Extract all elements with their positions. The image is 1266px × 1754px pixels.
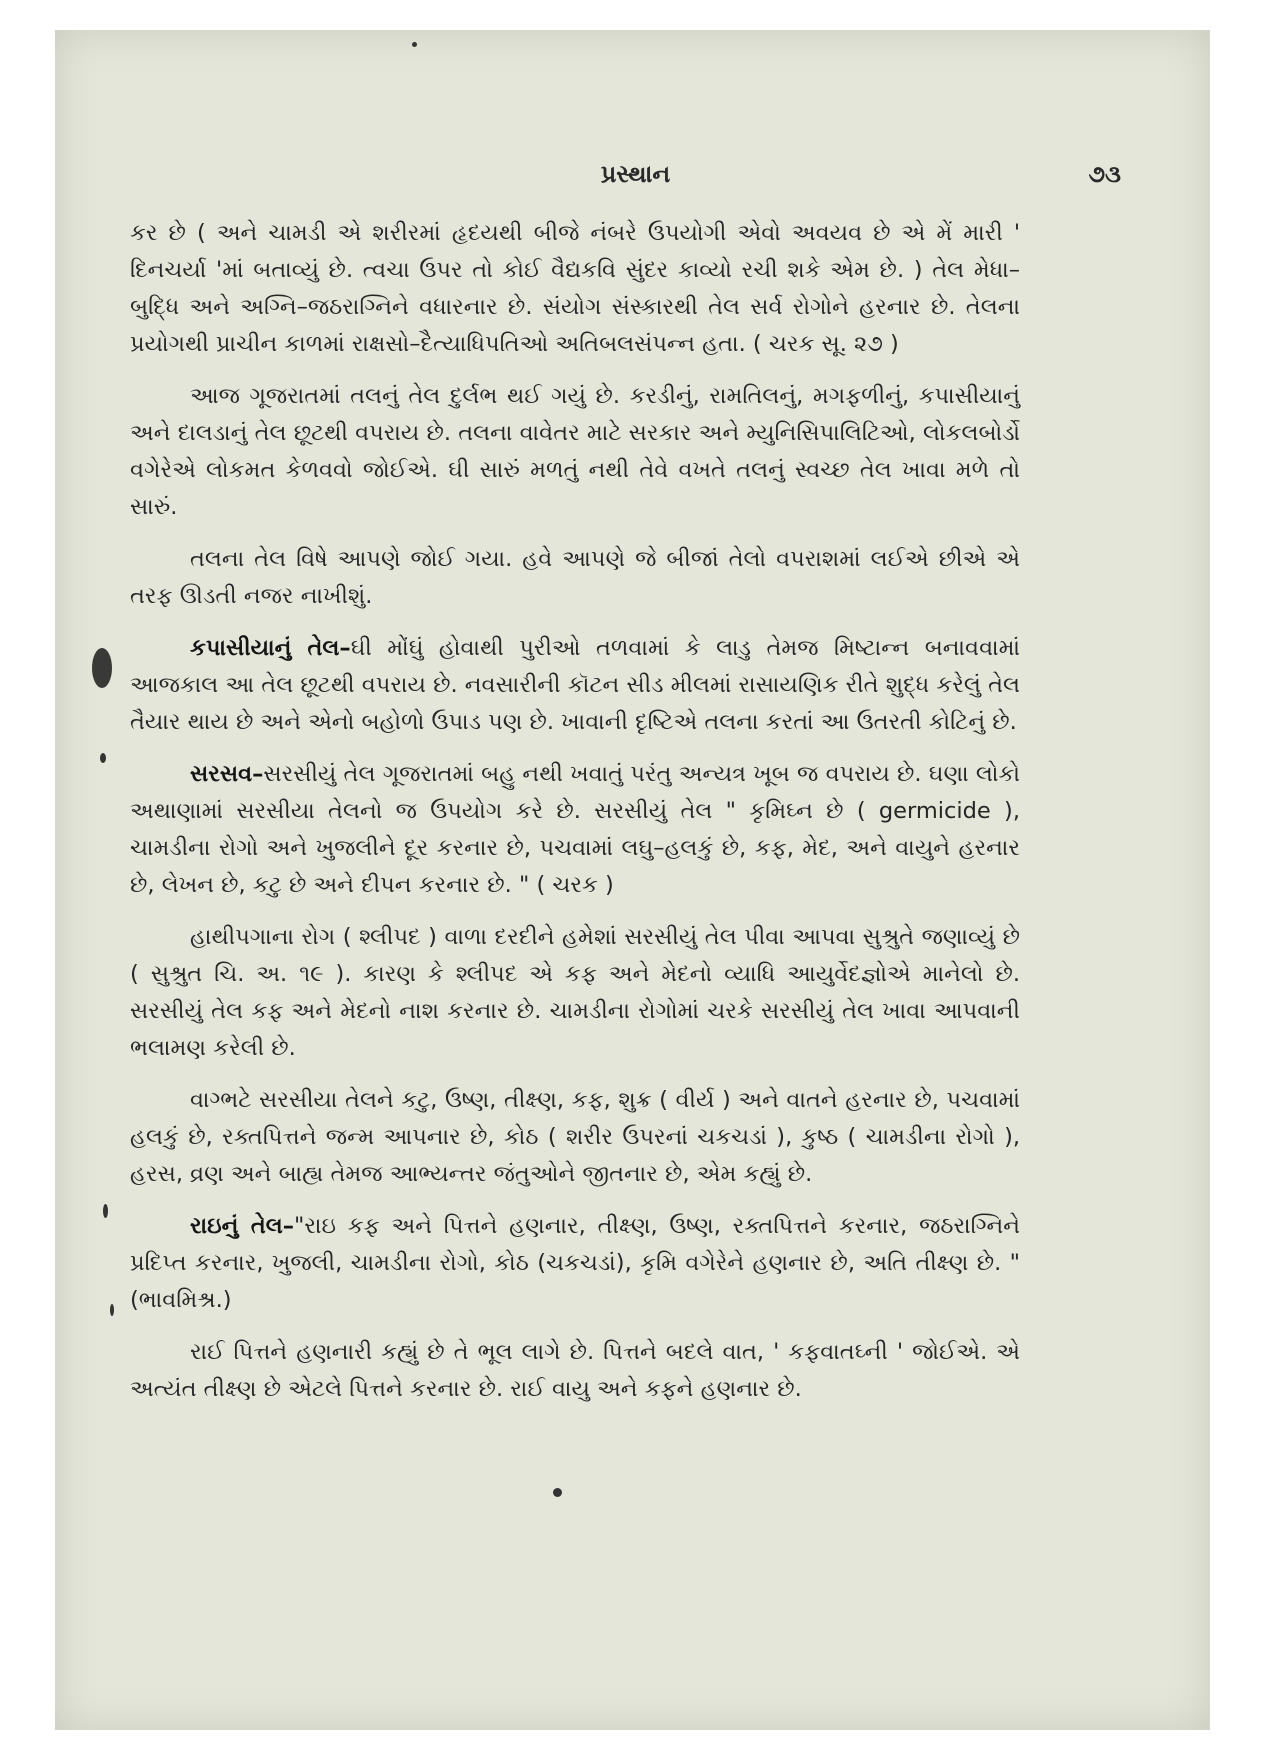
paragraph [130,1334,1020,1408]
paragraph-text: સરસીયું તેલ ગૂજરાતમાં બહુ નથી ખવાતું પરંતુ અન્યત્ર ખૂબ જ વપરાય છે. ઘણા લોકો અથાણામાં સરસીયા તેલનો જ ઉપયોગ કરે છે. સરસીયું તેલ " કૃમિઘ્ન છે ( germicide ), ચામડીના રોગો અને ખુજલીને દૂર કરનાર છે, પચવામાં લઘુ–હલકું છે, કફ, મેદ, અને વાયુને હરનાર છે, લેખન છે, કટુ છે અને દીપન કરનાર છે. " ( ચરક ) [130,761,1020,898]
page-header [150,160,1121,200]
body-text [130,215,1020,1423]
paragraph-text: તલના તેલ વિષે આપણે જોઈ ગયા. હવે આપણે જે બીજાં તેલો વપરાશમાં લઈએ છીએ એ તરફ ઊડતી નજર નાખીશું. [130,546,1020,609]
paragraph [130,541,1020,615]
margin-speck [103,1204,108,1218]
paragraph-text: ઘી મોંઘું હોવાથી પુરીઓ તળવામાં કે લાડુ તેમજ મિષ્ટાન્ન બનાવવામાં આજકાલ આ તેલ છૂટથી વપરાય છે. નવસારીની કૉટન સીડ મીલમાં રાસાયણિક રીતે શુદ્ધ કરેલું તેલ તૈયાર થાય છે અને એનો બહોળો ઉપાડ પણ છે. ખાવાની દૃષ્ટિએ તલના કરતાં આ ઉતરતી કોટિનું છે. [130,635,1021,735]
paragraph [130,756,1020,904]
running-head: પ્રસ્થાન [600,160,671,188]
paragraph-text: આજ ગૂજરાતમાં તલનું તેલ દુર્લભ થઈ ગયું છે. કરડીનું, રામતિલનું, મગફળીનું, કપાસીયાનું અને દાલડાનું તેલ છૂટથી વપરાય છે. તલના વાવેતર માટે સરકાર અને મ્યુનિસિપાલિટિઓ, લોકલબોર્ડો વગેરેએ લોકમત કેળવવો જોઈએ. ઘી સારું મળતું નથી તેવે વખતે તલનું સ્વચ્છ તેલ ખાવા મળે તો સારું. [130,383,1020,520]
paragraph-text: હાથીપગાના રોગ ( શ્લીપદ ) વાળા દરદીને હમેશાં સરસીયું તેલ પીવા આપવા સુશ્રુતે જણાવ્યું છે ( સુશ્રુત ચિ. અ. ૧૯ ). કારણ કે શ્લીપદ એ કફ અને મેદનો વ્યાધિ આયુર્વેદજ્ઞોએ માનેલો છે. સરસીયું તેલ કફ અને મેદનો નાશ કરનાર છે. ચામડીના રોગોમાં ચરકે સરસીયું તેલ ખાવા આપવાની ભલામણ કરેલી છે. [130,924,1020,1061]
paragraph-heading: કપાસીયાનું તેલ– [190,635,351,661]
paragraph-heading: સરસવ– [190,761,264,787]
paragraph [130,919,1020,1067]
ink-blot [92,648,112,688]
margin-speck [110,1304,114,1316]
page-number: ૭૩ [1088,160,1121,188]
paragraph [130,1082,1020,1193]
paragraph [130,1208,1020,1319]
paragraph [130,378,1020,526]
paragraph-text: વાગ્ભટે સરસીયા તેલને કટુ, ઉષ્ણ, તીક્ષ્ણ, કફ, શુક્ર ( વીર્ય ) અને વાતને હરનાર છે, પચવામાં હલકું છે, રક્તપિત્તને જન્મ આપનાર છે, કોઠ ( શરીર ઉપરનાં ચકચડાં ), કુષ્ઠ ( ચામડીના રોગો ), હરસ, વ્રણ અને બાહ્ય તેમજ આભ્યન્તર જંતુઓને જીતનાર છે, એમ કહ્યું છે. [130,1087,1020,1187]
paragraph-text: "રાઇ કફ અને પિત્તને હણનાર, તીક્ષ્ણ, ઉષ્ણ, રક્તપિત્તને કરનાર, જઠરાગ્નિને પ્રદિપ્ત કરનાર, ખુજલી, ચામડીના રોગો, કોઠ (ચકચડાં), કૃમિ વગેરેને હણનાર છે, અતિ તીક્ષ્ણ છે. " (ભાવમિશ્ર.) [130,1213,1021,1313]
paragraph-heading: રાઇનું તેલ– [190,1213,295,1239]
paragraph-text: રાઈ પિત્તને હણનારી કહ્યું છે તે ભૂલ લાગે છે. પિત્તને બદલે વાત, ' કફવાતઘ્ની ' જોઈએ. એ અત્યંત તીક્ષ્ણ છે એટલે પિત્તને કરનાર છે. રાઈ વાયુ અને કફને હણનાર છે. [130,1339,1020,1402]
paragraph-text: કર છે ( અને ચામડી એ શરીરમાં હૃદયથી બીજે નંબરે ઉપયોગી એવો અવયવ છે એ મેં મારી ' દિનચર્યા 'માં બતાવ્યું છે. ત્વચા ઉપર તો કોઈ વૈદ્યકવિ સુંદર કાવ્યો રચી શકે એમ છે. ) તેલ મેધા–બુદ્ધિ અને અગ્નિ–જઠરાગ્નિને વધારનાર છે. સંયોગ સંસ્કારથી તેલ સર્વ રોગોને હરનાર છે. તેલના પ્રયોગથી પ્રાચીન કાળમાં રાક્ષસો–દૈત્યાધિપતિઓ અતિબલસંપન્ન હતા. ( ચરક સૂ. ૨૭ ) [130,220,1020,357]
paragraph [130,215,1020,363]
margin-speck [100,753,106,763]
page-dot [553,1488,562,1497]
paragraph [130,630,1020,741]
margin-speck [412,42,417,47]
